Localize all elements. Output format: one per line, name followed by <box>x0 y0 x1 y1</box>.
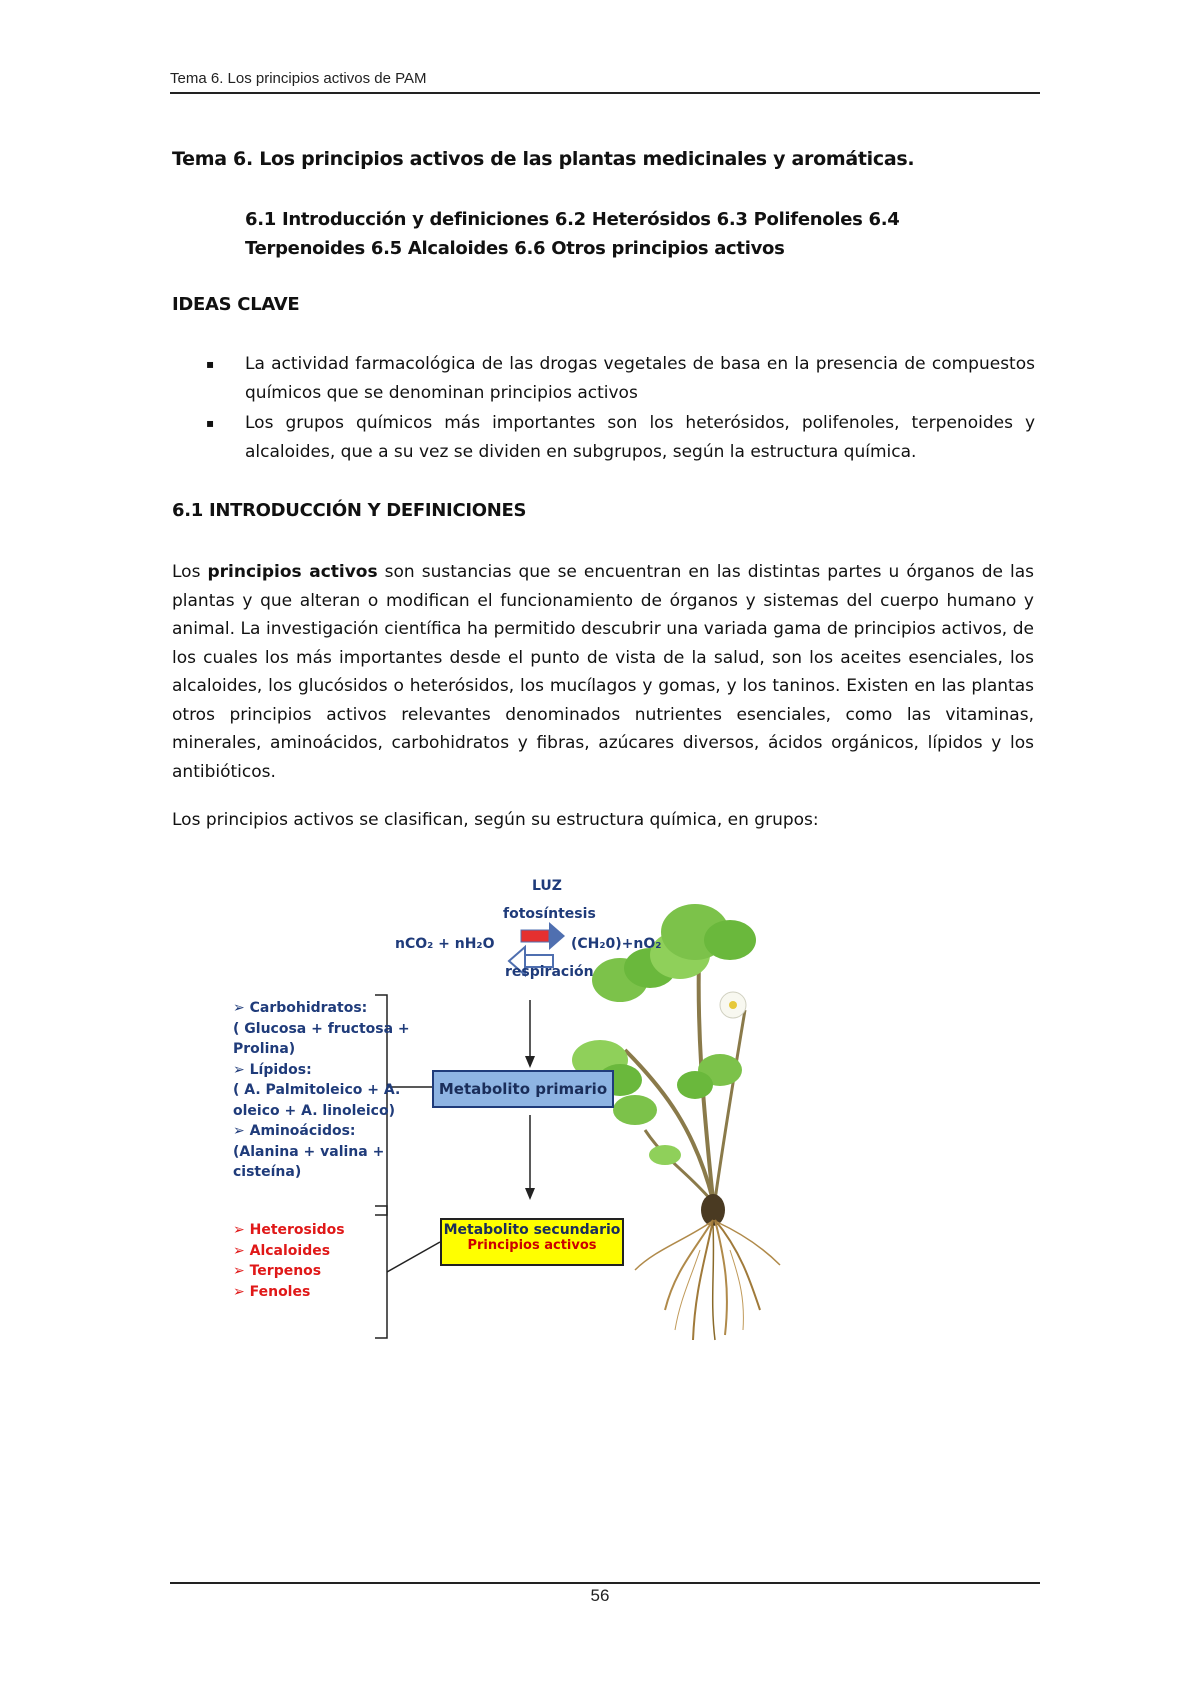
list-item: cisteína) <box>233 1164 302 1180</box>
document-title: Tema 6. Los principios activos de las plantas medicinales y aromáticas. <box>172 148 915 170</box>
table-of-contents: 6.1 Introducción y definiciones 6.2 Heterósidos 6.3 Polifenoles 6.4 Terpenoides 6.5 Alcaloides 6.6 Otros principios activos <box>245 209 900 259</box>
reactants-equation: nCO₂ + nH₂O <box>395 936 495 952</box>
list-item: (Alanina + valina + <box>233 1143 385 1160</box>
footer-rule <box>170 1582 1040 1584</box>
list-item: ➢ Carbohidratos: <box>233 1000 368 1016</box>
list-item: ➢ Fenoles <box>233 1283 311 1300</box>
metabolito-secundario-box <box>440 1218 624 1266</box>
list-item: Prolina) <box>233 1041 296 1057</box>
list-item: oleico + A. linoleico) <box>233 1102 395 1119</box>
header-rule <box>170 92 1040 94</box>
list-item-text: La actividad farmacológica de las drogas vegetales de basa en la presencia de compuestos químicos que se denominan principios activos <box>245 354 1035 403</box>
secondary-metabolites-list <box>233 1220 345 1302</box>
brace-secondary <box>375 1206 387 1338</box>
bullet-icon: ▪ <box>206 357 215 371</box>
metabolito-primario-box: Metabolito primario <box>432 1070 614 1108</box>
metabolito-secundario-label: Metabolito secundario <box>443 1222 621 1238</box>
section-heading: 6.1 INTRODUCCIÓN Y DEFINICIONES <box>172 500 527 521</box>
bullet-icon: ▪ <box>206 416 215 430</box>
classification-paragraph: Los principios activos se clasifican, según su estructura química, en grupos: <box>172 810 819 830</box>
principios-activos-label: Principios activos <box>467 1238 597 1253</box>
respiracion-label: respiración <box>505 964 594 980</box>
para-lead: Los <box>172 562 208 582</box>
luz-label: LUZ <box>532 878 562 894</box>
para-bold-term: principios activos <box>207 562 378 582</box>
list-item <box>200 409 1035 467</box>
list-item: ➢ Aminoácidos: <box>233 1123 356 1139</box>
primary-metabolites-list <box>233 998 410 1183</box>
products-equation: (CH₂0)+nO₂ <box>571 936 662 952</box>
page-number: 56 <box>590 1586 610 1605</box>
list-item: ➢ Heterosidos <box>233 1222 345 1238</box>
list-item-text: Los grupos químicos más importantes son los heterósidos, polifenoles, terpenoides y alcaloides, que a su vez se dividen en subgrupos, según la estructura química. <box>245 413 1035 462</box>
list-item: ➢ Terpenos <box>233 1263 322 1279</box>
list-item: ➢ Alcaloides <box>233 1242 331 1259</box>
list-item: ➢ Lípidos: <box>233 1061 312 1078</box>
intro-paragraph <box>172 558 1034 786</box>
running-header: Tema 6. Los principios activos de PAM <box>170 70 427 87</box>
fotosintesis-label: fotosíntesis <box>503 906 596 922</box>
list-item: ( Glucosa + fructosa + <box>233 1020 410 1037</box>
list-item <box>200 350 1035 408</box>
list-item: ( A. Palmitoleico + A. <box>233 1082 401 1098</box>
strawberry-plant-illustration <box>572 904 780 1340</box>
ideas-clave-heading: IDEAS CLAVE <box>172 294 300 315</box>
para-rest: son sustancias que se encuentran en las distintas partes u órganos de las plantas y que alteran o modifican el funcionamiento de órganos y sistemas del cuerpo humano y animal. La investigación científica ha permitido descubrir una variada gama de principios activos, de los cuales los más importantes desde el punto de vista de la salud, son los aceites esenciales, los alcaloides, los glucósidos o heterósidos, los mucílagos y gomas, y los taninos. Existen en las plantas otros principios activos relevantes denominados nutrientes esenciales, como las vitaminas, minerales, aminoácidos, carbohidratos y fibras, azúcares diversos, ácidos orgánicos, lípidos y los antibióticos. <box>172 562 1034 782</box>
ideas-clave-list <box>200 350 1035 468</box>
metabolism-diagram <box>225 870 845 1350</box>
